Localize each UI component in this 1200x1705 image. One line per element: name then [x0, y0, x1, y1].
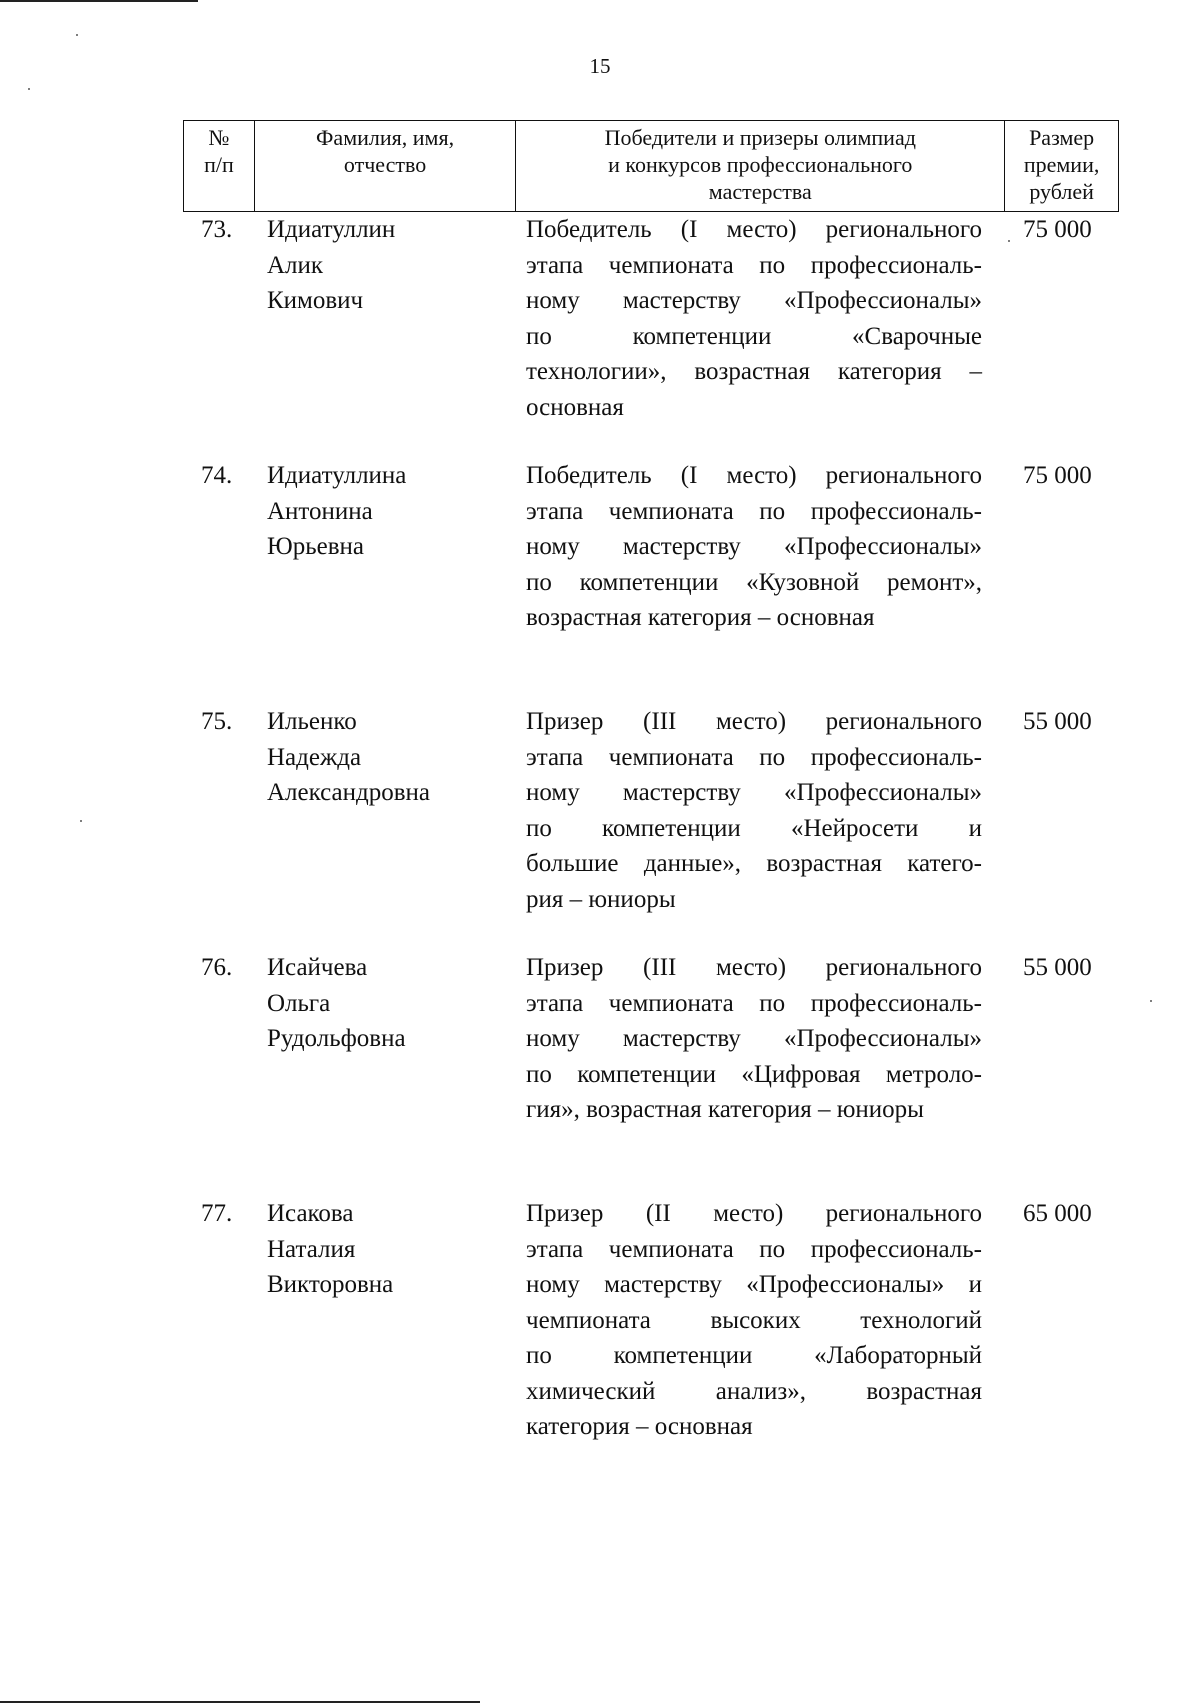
row-number: 77. — [201, 1200, 233, 1227]
scan-speck — [76, 34, 78, 36]
prize-amount: 75 000 — [1023, 462, 1092, 489]
scan-edge-top — [0, 0, 198, 2]
person-name: Исакова Наталия Викторовна — [267, 1200, 394, 1298]
scan-speck — [1008, 240, 1010, 242]
scan-speck — [80, 820, 82, 822]
row-number: 74. — [201, 462, 233, 489]
scan-speck — [28, 88, 30, 90]
person-name: Идиатуллин Алик Кимович — [267, 216, 396, 314]
prize-amount: 75 000 — [1023, 216, 1092, 243]
award-description: Призер (III место) регионального этапа чемпионата по профессиональ- ному мастерству «Профессионалы» по компетенции «Нейросети и большие данные», возрастная катего- рия – юниоры — [526, 708, 982, 913]
header-prize-column: Размер премии, рублей — [1023, 125, 1100, 204]
table-header — [183, 120, 1119, 212]
award-description: Победитель (I место) регионального этапа чемпионата по профессиональ- ному мастерству «Профессионалы» по компетенции «Кузовной ремонт», возрастная категория – основная — [526, 462, 982, 631]
prize-amount: 55 000 — [1023, 708, 1092, 735]
prize-amount: 55 000 — [1023, 954, 1092, 981]
award-description: Призер (III место) регионального этапа чемпионата по профессиональ- ному мастерству «Профессионалы» по компетенции «Цифровая метроло- гия», возрастная категория – юниоры — [526, 954, 982, 1123]
prize-amount: 65 000 — [1023, 1200, 1092, 1227]
scan-speck — [1150, 1000, 1152, 1002]
header-number-column: № п/п — [184, 121, 255, 211]
row-number: 73. — [201, 216, 233, 243]
award-description: Призер (II место) регионального этапа чемпионата по профессиональ- ному мастерству «Профессионалы» и чемпионата высоких технологий по компетенции «Лабораторный химический анализ», возрастная категория – основная — [526, 1200, 982, 1440]
person-name: Исайчева Ольга Рудольфовна — [267, 954, 406, 1052]
page-number: 15 — [589, 54, 611, 78]
row-number: 76. — [201, 954, 233, 981]
header-description-column: Победители и призеры олимпиад и конкурсов профессионального мастерства — [516, 121, 1005, 211]
row-number: 75. — [201, 708, 233, 735]
person-name: Ильенко Надежда Александровна — [267, 708, 431, 806]
scan-edge-bottom — [0, 1701, 480, 1703]
person-name: Идиатуллина Антонина Юрьевна — [267, 462, 407, 560]
header-name-column: Фамилия, имя, отчество — [255, 121, 516, 211]
award-description: Победитель (I место) регионального этапа чемпионата по профессиональ- ному мастерству «Профессионалы» по компетенции «Сварочные технологии», возрастная категория – основная — [526, 216, 982, 421]
